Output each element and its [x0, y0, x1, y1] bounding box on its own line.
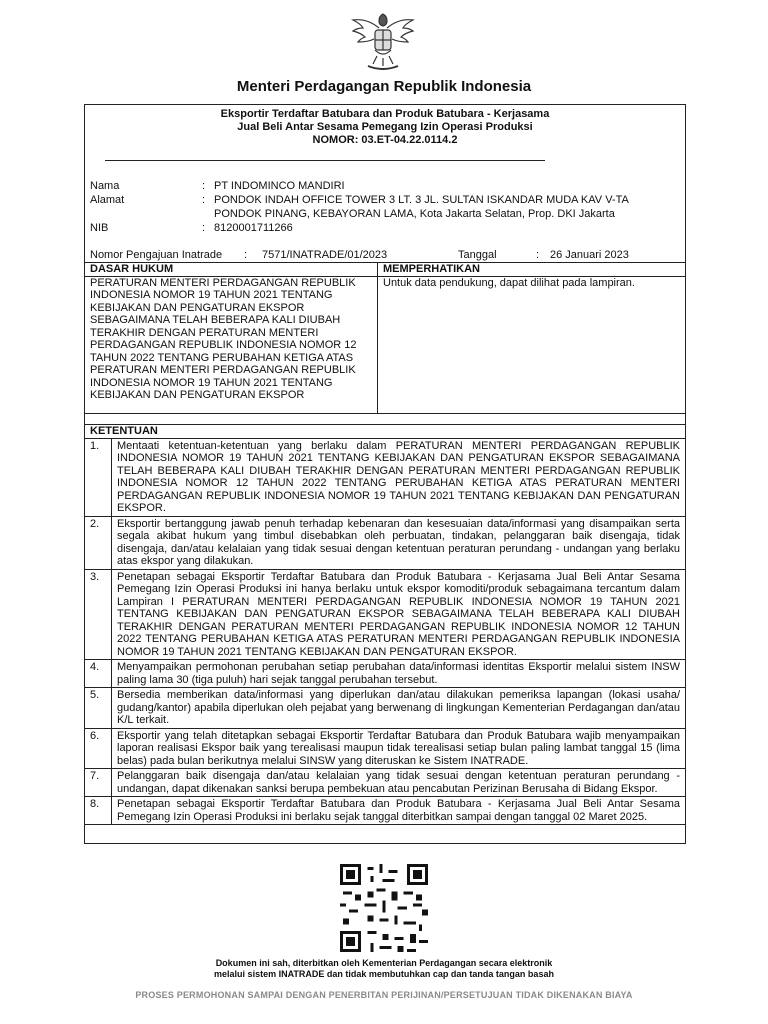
dasar-hukum-heading: DASAR HUKUM [85, 263, 378, 277]
title-line-1: Eksportir Terdaftar Batubara dan Produk Batubara - Kerjasama [220, 108, 550, 120]
nib-label: NIB [90, 222, 109, 234]
title-divider [105, 160, 545, 161]
memperhatikan-text: Untuk data pendukung, dapat dilihat pada lampiran. [378, 276, 686, 413]
alamat-label: Alamat [90, 194, 125, 206]
table-row: 3. Penetapan sebagai Eksportir Terdaftar Batubara dan Produk Batubara - Kerjasama Jual Beli Antar Sesama Pemegang Izin Operasi Produksi ini hanya berlaku untuk ekspor komoditi/produk sebagaimana tercantum dalam Lampiran I PERATURAN MENTERI PERDAGANGAN REPUBLIK INDONESIA NOMOR 19 TAHUN 2021 TENTANG KEBIJAKAN DAN PENGATURAN EKSPOR SEBAGAIMANA TELAH BEBERAPA KALI DIUBAH TERAKHIR DENGAN PERATURAN MENTERI PERDAGANGAN REPUBLIK INDONESIA NOMOR 12 TAHUN 2022 TENTANG PERUBAHAN KETIGA ATAS PERATURAN MENTERI PERDAGANGAN REPUBLIK INDONESIA NOMOR 19 TAHUN 2021 TENTANG KEBIJAKAN DAN PENGATURAN EKSPOR. [85, 569, 686, 660]
dasar-hukum-text: PERATURAN MENTERI PERDAGANGAN REPUBLIK INDONESIA NOMOR 19 TAHUN 2021 TENTANG KEBIJAKAN DAN PENGATURAN EKSPOR SEBAGAIMANA TELAH BEBERAPA KALI DIUBAH TERAKHIR DENGAN PERATURAN MENTERI PERDAGANGAN REPUBLIK INDONESIA NOMOR 12 TAHUN 2022 TENTANG PERUBAHAN KETIGA ATAS PERATURAN MENTERI PERDAGANGAN REPUBLIK INDONESIA NOMOR 19 TAHUN 2021 TENTANG KEBIJAKAN DAN PENGATURAN EKSPOR [85, 276, 378, 413]
ketentuan-heading: KETENTUAN [85, 425, 686, 439]
table-row: 8. Penetapan sebagai Eksportir Terdaftar Batubara dan Produk Batubara - Kerjasama Jual Beli Antar Sesama Pemegang Izin Operasi Produksi ini berlaku sejak tanggal diterbitkan sampai dengan tanggal 02 Maret 2025. [85, 797, 686, 825]
document-title [84, 108, 686, 147]
table-row: 5. Bersedia memberikan data/informasi yang diperlukan dan/atau dilakukan pemeriksa lapangan (lokasi usaha/ gudang/kantor) apabila diperlukan oleh pejabat yang berwenang di lingkungan Kementerian Perdagangan dan/atau K/L terkait. [85, 688, 686, 729]
table-row: 2. Eksportir bertanggung jawab penuh terhadap kebenaran dan kesesuaian data/informasi yang disampaikan serta segala akibat hukum yang timbul disebabkan oleh perbuatan, tindakan, pelanggaran baik disengaja, tidak disengaja, dan/atau kelalaian yang tidak sesuai dengan ketentuan peraturan perundang - undangan yang berlaku atas ekspor yang dilakukan. [85, 516, 686, 569]
tanggal-value: 26 Januari 2023 [550, 249, 629, 261]
pengajuan-label: Nomor Pengajuan Inatrade [90, 249, 223, 261]
garuda-emblem-icon [348, 8, 418, 74]
table-row: 7. Pelanggaran baik disengaja dan/atau kelalaian yang tidak sesuai dengan ketentuan peraturan perundang - undangan, dapat dikenakan sanksi berupa pembekuan atau pencabutan Perizinan Berusaha di Bidang Ekspor. [85, 769, 686, 797]
alamat-value-line-2: PONDOK PINANG, KEBAYORAN LAMA, Kota Jakarta Selatan, Prop. DKI Jakarta [214, 208, 615, 220]
tanggal-label: Tanggal [458, 249, 497, 261]
table-row: 4. Menyampaikan permohonan perubahan setiap perubahan data/informasi identitas Eksportir melalui sistem INSW paling lama 30 (tiga puluh) hari sejak tanggal perubahan tersebut. [85, 660, 686, 688]
identity-block: Nama : PT INDOMINCO MANDIRI Alamat : PONDOK INDAH OFFICE TOWER 3 LT. 3 JL. SULTAN ISKANDAR MUDA KAV V-TA PONDOK PINANG, KEBAYORAN LAMA, Kota Jakarta Selatan, Prop. DKI Jakarta NIB : 8120001711266 [90, 180, 629, 234]
legal-basis-table [84, 262, 686, 414]
table-row: 1. Mentaati ketentuan-ketentuan yang berlaku dalam PERATURAN MENTERI PERDAGANGAN REPUBLIK INDONESIA NOMOR 19 TAHUN 2021 TENTANG KEBIJAKAN DAN PENGATURAN EKSPOR SEBAGAIMANA TELAH BEBERAPA KALI DIUBAH TERAKHIR DENGAN PERATURAN MENTERI PERDAGANGAN REPUBLIK INDONESIA NOMOR 12 TAHUN 2022 TENTANG PERUBAHAN KETIGA ATAS PERATURAN MENTERI PERDAGANGAN REPUBLIK INDONESIA NOMOR 19 TAHUN 2021 TENTANG KEBIJAKAN DAN PENGATURAN EKSPOR. [85, 438, 686, 516]
ketentuan-table [84, 424, 686, 825]
ministry-title: Menteri Perdagangan Republik Indonesia [236, 78, 532, 95]
document-number: NOMOR: 03.ET-04.22.0114.2 [312, 134, 458, 146]
pengajuan-value: 7571/INATRADE/01/2023 [262, 249, 388, 261]
electronic-validity-note: Dokumen ini sah, diterbitkan oleh Kementerian Perdagangan secara elektronik melalui sistem INATRADE dan tidak membutuhkan cap dan tanda tangan basah [214, 958, 554, 979]
nama-value: PT INDOMINCO MANDIRI [214, 180, 345, 192]
free-of-charge-notice: PROSES PERMOHONAN SAMPAI DENGAN PENERBITAN PERIJINAN/PERSETUJUAN TIDAK DIKENAKAN BIAYA [135, 990, 633, 1000]
table-row: 6. Eksportir yang telah ditetapkan sebagai Eksportir Terdaftar Batubara dan Produk Batubara wajib menyampaikan laporan realisasi Ekspor baik yang terealisasi maupun tidak terealisasi setiap bulan paling lambat tanggal 15 (lima belas) pada bulan berikutnya melalui SINSW yang diteruskan ke Sistem INATRADE. [85, 728, 686, 769]
memperhatikan-heading: MEMPERHATIKAN [378, 263, 686, 277]
qr-code-icon [340, 864, 428, 952]
nib-value: 8120001711266 [214, 222, 293, 234]
alamat-value-line-1: PONDOK INDAH OFFICE TOWER 3 LT. 3 JL. SULTAN ISKANDAR MUDA KAV V-TA [214, 194, 629, 206]
title-line-2: Jual Beli Antar Sesama Pemegang Izin Operasi Produksi [237, 121, 533, 133]
nama-label: Nama [90, 180, 120, 192]
